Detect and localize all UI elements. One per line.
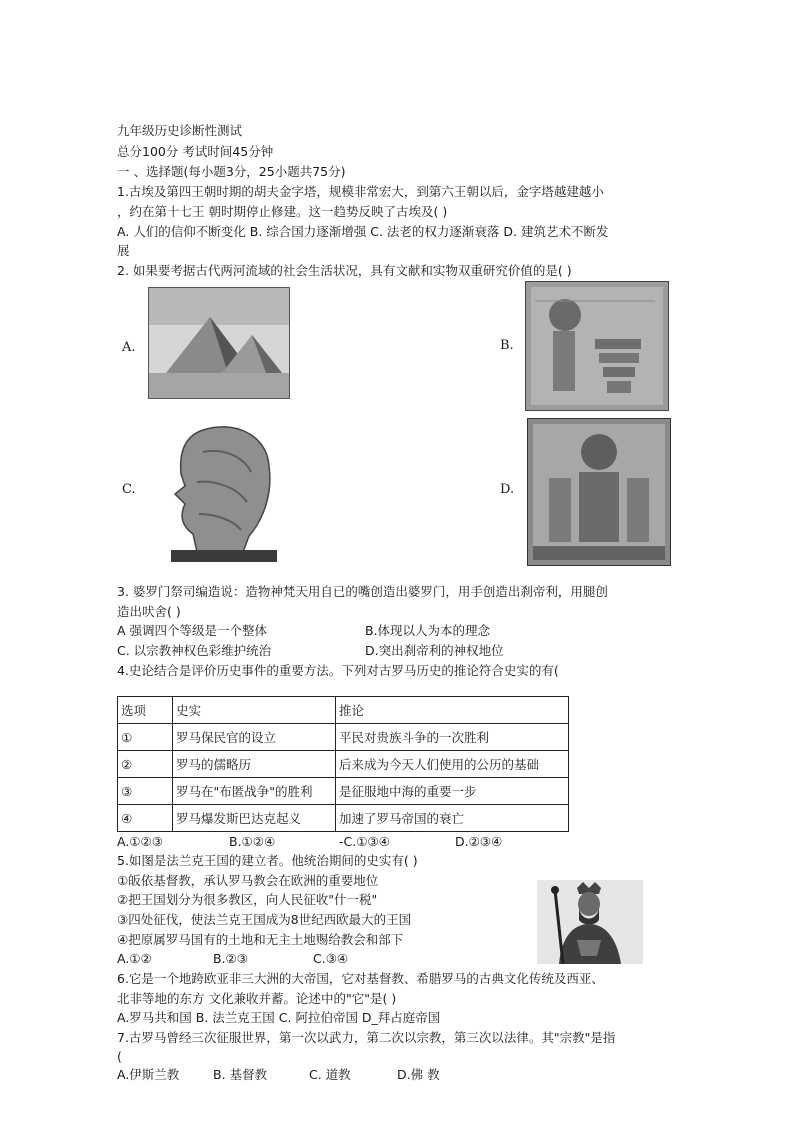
q7-option-a: A.伊斯兰教 — [117, 1067, 180, 1082]
q2-option-d-label: D. — [500, 482, 515, 497]
q4-option-d: D.②③④ — [455, 834, 503, 849]
stone-relief-photo-icon — [527, 418, 671, 566]
q5-statement-3: ③四处征伐，使法兰克王国成为8世纪西欧最大的王国 — [117, 912, 412, 927]
clay-head-photo-icon — [163, 422, 285, 564]
table-header-cell: 推论 — [336, 697, 569, 724]
q5-statement-1: ①皈依基督教，承认罗马教会在欧洲的重要地位 — [117, 873, 379, 888]
history-table — [117, 696, 569, 832]
q3-option-a: A 强调四个等级是一个整体 — [117, 623, 268, 638]
q7-option-c: C. 道教 — [309, 1067, 351, 1082]
q2-option-a-label: A. — [122, 340, 136, 355]
q5-stem: 5.如图是法兰克王国的建立者。他统治期间的史实有( ) — [117, 853, 418, 868]
q4-option-a: A.①②③ — [117, 834, 163, 849]
q1-options-line1: A. 人们的信仰不断变化 B. 综合国力逐渐增强 C. 法老的权力逐渐衰落 D. 建筑艺术不断发 — [117, 224, 609, 239]
table-cell: 罗马的儒略历 — [173, 751, 336, 778]
table-header-cell: 史实 — [173, 697, 336, 724]
table-row — [118, 751, 569, 778]
table-cell: 罗马保民官的设立 — [173, 724, 336, 751]
table-row — [118, 805, 569, 832]
q3-stem-line1: 3. 婆罗门祭司编造说：造物神梵天用自已的嘴创造出婆罗门，用手创造出刹帝利，用腿创 — [117, 584, 608, 599]
q2-stem: 2. 如果要考据古代两河流域的社会生活状况，具有文献和实物双重研究价值的是( ) — [117, 263, 572, 278]
score-time: 总分100分 考试时间45分钟 — [117, 144, 274, 159]
table-cell: 加速了罗马帝国的衰亡 — [336, 805, 569, 832]
q5-option-b: B.②③ — [213, 951, 248, 966]
table-cell: ④ — [118, 805, 173, 832]
q4-stem: 4.史论结合是评价历史事件的重要方法。下列对古罗马历史的推论符合史实的有( — [117, 663, 559, 678]
table-header-cell: 选项 — [118, 697, 173, 724]
relief-stele-photo-icon — [525, 281, 669, 411]
q1-stem-line2: ，约在第十七王 朝时期停止修建。这一趋势反映了古埃及( ) — [117, 204, 448, 219]
pyramid-photo-icon — [148, 287, 290, 399]
table-cell: ① — [118, 724, 173, 751]
q5-option-c: C.③④ — [313, 951, 349, 966]
table-header-row — [118, 697, 569, 724]
q5-statement-2: ②把王国划分为很多教区，向人民征收"什一税" — [117, 892, 378, 907]
q3-option-d: D.突出刹帝利的神权地位 — [365, 643, 504, 658]
q5-statement-4: ④把原属罗马国有的土地和无主土地赐给教会和部下 — [117, 932, 404, 947]
q6-options: A.罗马共和国 B. 法兰克王国 C. 阿拉伯帝国 D_拜占庭帝国 — [117, 1010, 441, 1025]
q3-option-b: B.体现以人为本的理念 — [365, 623, 491, 638]
table-cell: 后来成为今天人们使用的公历的基础 — [336, 751, 569, 778]
q4-option-c: -C.①③④ — [339, 834, 390, 849]
q7-stem-line1: 7.古罗马曾经三次征服世界，第一次以武力，第二次以宗教，第三次以法律。其"宗教"是指 — [117, 1030, 616, 1045]
q2-option-c-label: C. — [122, 482, 136, 497]
table-cell: 平民对贵族斗争的一次胜利 — [336, 724, 569, 751]
q7-option-b: B. 基督教 — [213, 1067, 268, 1082]
q3-stem-line2: 造出吠舍( ) — [117, 604, 181, 619]
q6-stem-line2: 北非等地的东方 文化兼收并蓄。论述中的"它"是( ) — [117, 991, 397, 1006]
q5-option-a: A.①② — [117, 951, 152, 966]
table-cell: ③ — [118, 778, 173, 805]
q3-option-c: C. 以宗教神权色彩维护统治 — [117, 643, 272, 658]
section-heading: 一 、选择题(每小题3分，25小题共75分) — [117, 164, 346, 179]
table-row — [118, 778, 569, 805]
q2-option-b-label: B. — [500, 338, 514, 353]
q1-options-line2: 展 — [117, 243, 130, 258]
table-row — [118, 724, 569, 751]
page-title: 九年级历史诊断性测试 — [117, 123, 243, 138]
q7-stem-line2: ( — [117, 1049, 122, 1064]
table-cell: ② — [118, 751, 173, 778]
q7-option-d: D.佛 教 — [397, 1067, 440, 1082]
table-cell: 罗马爆发斯巴达克起义 — [173, 805, 336, 832]
table-cell: 是征服地中海的重要一步 — [336, 778, 569, 805]
q6-stem-line1: 6.它是一个地跨欧亚非三大洲的大帝国，它对基督教、希腊罗马的古典文化传统及西亚、 — [117, 971, 604, 986]
q4-option-b: B.①②④ — [229, 834, 276, 849]
q1-stem-line1: 1.古埃及第四王朝时期的胡夫金字塔，规模非常宏大，到第六王朝以后，金字塔越建越小 — [117, 184, 604, 199]
king-portrait-photo-icon — [537, 880, 643, 964]
table-cell: 罗马在"布匿战争"的胜利 — [173, 778, 336, 805]
